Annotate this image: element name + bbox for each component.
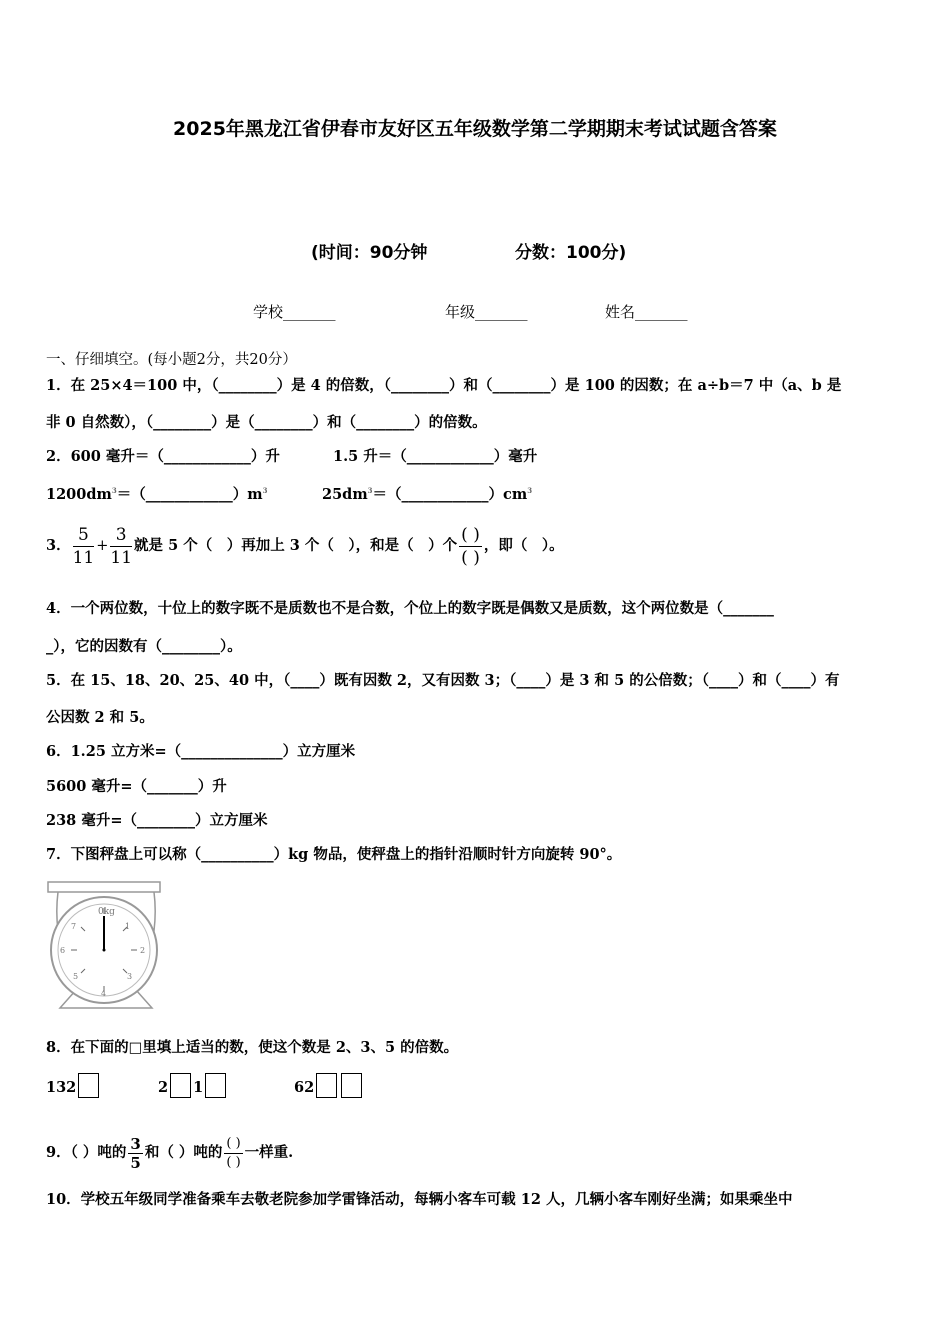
question-4-line-1: 4．一个两位数，十位上的数字既不是质数也不是合数，个位上的数字既是偶数又是质数，这个两位数是（_______ xyxy=(46,600,774,617)
blank-box[interactable] xyxy=(170,1073,191,1098)
question-2-part-b: 1.5 升＝（____________）毫升 xyxy=(333,448,538,465)
question-2-part-c: $1200dm^3=(\_\_\_\_\_\_\_\_\_\_\_\_)m^3$ xyxy=(46,485,268,503)
section-heading: 一、仔细填空。(每小题2分，共20分） xyxy=(46,352,297,368)
question-5-line-1: 5．在 15、18、20、25、40 中，（____）既有因数 2，又有因数 3；（____）是 3 和 5 的公倍数；（____）和（____）有 xyxy=(46,672,840,689)
scale-mark-3: 3 xyxy=(127,972,133,981)
blank-box[interactable] xyxy=(205,1073,226,1098)
school-field: 学校_______ xyxy=(253,303,336,321)
scale-mark-5: 5 xyxy=(73,972,79,981)
scale-mark-7: 7 xyxy=(71,922,77,931)
scale-mark-4: 4 xyxy=(101,989,107,998)
scale-unit-label: 0kg xyxy=(98,907,115,917)
question-1-line-1: 1．在 25×4＝100 中，（________）是 4 的倍数，（________）和（________）是 100 的因数；在 a÷b＝7 中（a、b 是 xyxy=(46,377,842,394)
page-title: 2025年黑龙江省伊春市友好区五年级数学第二学期期末考试试题含答案 xyxy=(173,118,777,140)
number-62-box: 62 xyxy=(294,1073,364,1099)
fraction-3-5: $\frac{3}{5}$ xyxy=(130,1134,141,1172)
question-3: 3． $\frac{5}{11}$ + $\frac{3}{11}$ 就是 5 个（ ）再加上 3 个（ ），和是（ ）个 $\frac{( )}{( )}$ ，即（ ）。 xyxy=(46,524,564,568)
number-132-box: 132 xyxy=(46,1073,101,1099)
scale-pan xyxy=(48,882,160,892)
question-10: 10．学校五年级同学准备乘车去敬老院参加学雷锋活动，每辆小客车可载 12 人，几辆小客车刚好坐满；如果乘坐中 xyxy=(46,1191,793,1208)
question-8: 8．在下面的□里填上适当的数，使这个数是 2、3、5 的倍数。 xyxy=(46,1039,459,1056)
fraction-blank: $\frac{( )}{( )}$ xyxy=(226,1135,241,1170)
fraction-5-11: $\frac{5}{11}$ xyxy=(72,524,95,568)
scale-mark-1: 1 xyxy=(125,922,131,931)
name-field: 姓名_______ xyxy=(605,303,688,321)
question-4-line-2: _），它的因数有（________）。 xyxy=(46,638,242,655)
number-2-1-box: 2 1 xyxy=(158,1073,228,1099)
scale-mark-2: 2 xyxy=(140,946,146,955)
fraction-3-11: $\frac{3}{11}$ xyxy=(110,524,133,568)
question-2-part-d: $25dm^3=(\_\_\_\_\_\_\_\_\_\_\_\_)cm^3$ xyxy=(322,485,533,503)
blank-box[interactable] xyxy=(341,1073,362,1098)
question-1-line-2: 非 0 自然数），（________）是（________）和（________）的倍数。 xyxy=(46,414,487,431)
exam-score: 分数：100分) xyxy=(515,243,627,263)
question-5-line-2: 公因数 2 和 5。 xyxy=(46,709,154,726)
weighing-scale-figure xyxy=(46,880,166,1015)
fraction-blank: $\frac{( )}{( )}$ xyxy=(461,524,480,568)
question-7: 7．下图秤盘上可以称（__________）kg 物品，使秤盘上的指针沿顺时针方向旋转 90°。 xyxy=(46,846,622,863)
grade-field: 年级_______ xyxy=(445,303,528,321)
question-6-part-c: 238 毫升=（________）立方厘米 xyxy=(46,812,268,829)
scale-mark-6: 6 xyxy=(60,946,66,955)
exam-time: (时间：90分钟 xyxy=(311,243,428,263)
blank-box[interactable] xyxy=(316,1073,337,1098)
question-6-part-b: 5600 毫升=（_______）升 xyxy=(46,778,227,795)
question-9: 9．（ ）吨的 $\frac{3}{5}$ 和（ ）吨的 $\frac{( )}{( )}$ 一样重. xyxy=(46,1134,294,1172)
blank-box[interactable] xyxy=(78,1073,99,1098)
question-2-part-a: 2．600 毫升＝（____________）升 xyxy=(46,448,280,465)
question-6-part-a: 6．1.25 立方米=（______________）立方厘米 xyxy=(46,743,356,760)
